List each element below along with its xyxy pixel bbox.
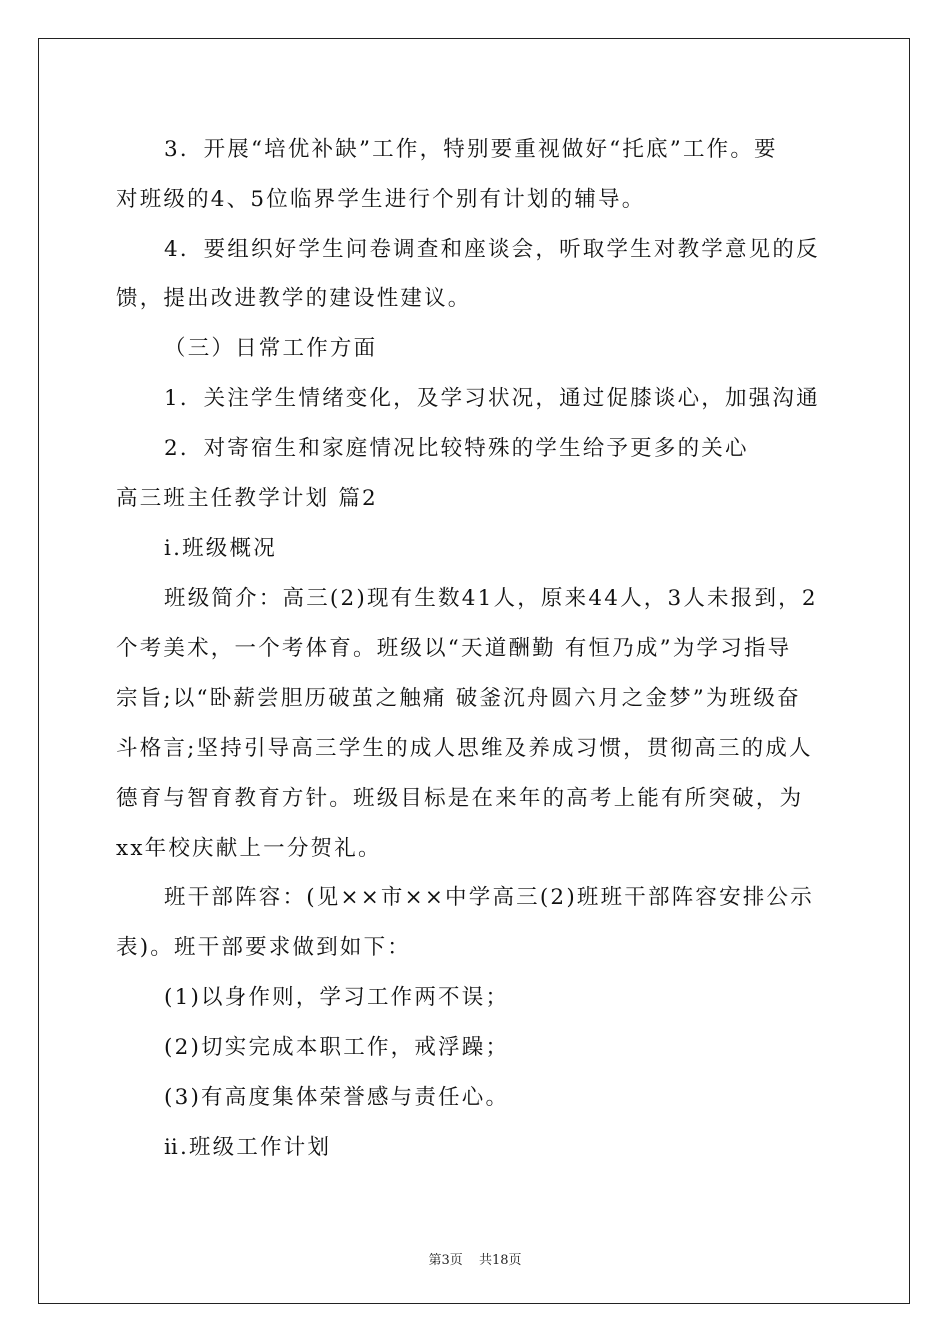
list-item: (1)以身作则，学习工作两不误； [164,985,510,1010]
paragraph-line: 1．关注学生情绪变化，及学习状况，通过促膝谈心，加强沟通 [164,386,820,411]
list-item: (3)有高度集体荣誉感与责任心。 [164,1085,510,1110]
list-item: (2)切实完成本职工作，戒浮躁； [164,1035,510,1060]
page-total: 共18页 [478,1253,522,1268]
paragraph-line: 班干部阵容：(见××市××中学高三(2)班班干部阵容安排公示 [164,885,814,910]
paragraph-line: 对班级的4、5位临界学生进行个别有计划的辅导。 [116,187,646,212]
section-heading: ⅰ.班级概况 [164,536,277,561]
section-heading: （三）日常工作方面 [164,336,378,361]
paragraph-line: 2．对寄宿生和家庭情况比较特殊的学生给予更多的关心 [164,436,749,461]
page-number: 第3页 [428,1253,463,1268]
paragraph-line: 3．开展“培优补缺”工作，特别要重视做好“托底”工作。要 [164,137,778,162]
document-title: 高三班主任教学计划 篇2 [116,486,378,511]
paragraph-line: 宗旨;以“卧薪尝胆历破茧之触痛 破釜沉舟圆六月之金梦”为班级奋 [116,686,801,711]
paragraph-line: 馈，提出改进教学的建设性建议。 [116,286,472,311]
section-heading: ⅱ.班级工作计划 [164,1135,332,1160]
paragraph-line: 斗格言;坚持引导高三学生的成人思维及养成习惯，贯彻高三的成人 [116,736,813,761]
paragraph-line: 班级简介：高三(2)现有生数41人，原来44人，3人未报到，2 [164,586,818,611]
page-footer [0,1249,950,1268]
paragraph-line: 表)。班干部要求做到如下： [116,935,411,960]
paragraph-line: 德育与智育教育方针。班级目标是在来年的高考上能有所突破，为 [116,786,804,811]
paragraph-line: xx年校庆献上一分贺礼。 [116,836,382,861]
paragraph-line: 个考美术，一个考体育。班级以“天道酬勤 有恒乃成”为学习指导 [116,636,792,661]
paragraph-line: 4．要组织好学生问卷调查和座谈会，听取学生对教学意见的反 [164,237,820,262]
page-border [38,38,910,1304]
